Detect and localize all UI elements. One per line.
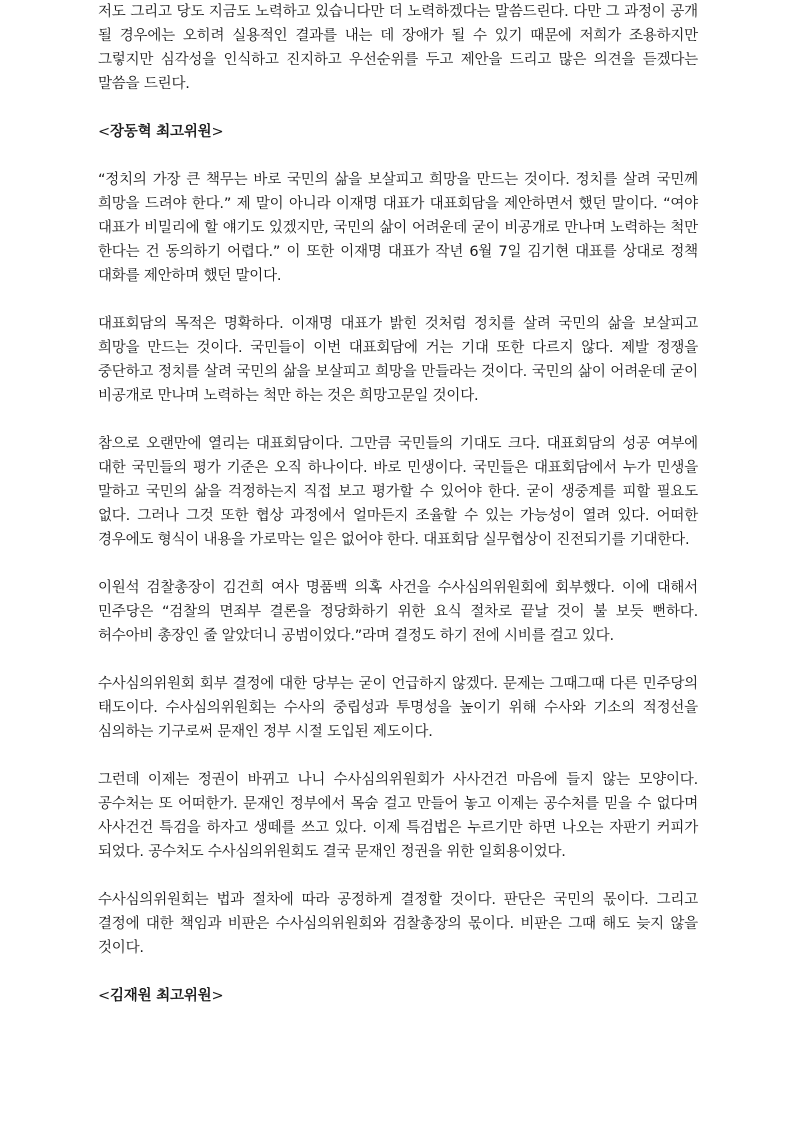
paragraph: 수사심의위원회 회부 결정에 대한 당부는 굳이 언급하지 않겠다. 문제는 그때그때 다른 민주당의 태도이다. 수사심의위원회는 수사의 중립성과 투명성을 높이기 위해 수사와 기소의 적정선을 심의하는 기구로써 문재인 정부 시절 도입된 제도이다. — [98, 676, 698, 740]
heading-open-bracket: < — [98, 988, 110, 1004]
speaker-heading-kim — [98, 984, 698, 1008]
speaker-name: 김재원 최고위원 — [109, 988, 212, 1004]
document-body — [98, 0, 698, 1032]
heading-open-bracket: < — [98, 124, 110, 140]
speaker-heading-jang — [98, 120, 698, 144]
paragraph: 대표회담의 목적은 명확하다. 이재명 대표가 밝힌 것처럼 정치를 살려 국민의 삶을 보살피고 희망을 만드는 것이다. 국민들이 이번 대표회담에 거는 기대 또한 다르지 않다. 제발 정쟁을 중단하고 정치를 살려 국민의 삶을 보살피고 희망을 만들라는 것이다. 국민의 삶이 어려운데 굳이 비공개로 만나며 노력하는 척만 하는 것은 희망고문일 것이다. — [98, 316, 698, 404]
heading-close-bracket: > — [211, 988, 224, 1004]
speaker-name: 장동혁 최고위원 — [109, 124, 212, 140]
paragraph: 참으로 오랜만에 열리는 대표회담이다. 그만큼 국민들의 기대도 크다. 대표회담의 성공 여부에 대한 국민들의 평가 기준은 오직 하나이다. 바로 민생이다. 국민들은 대표회담에서 누가 민생을 말하고 국민의 삶을 걱정하는지 직접 보고 평가할 수 있어야 한다. 굳이 생중계를 피할 필요도 없다. 그러나 그것 또한 협상 과정에서 얼마든지 조율할 수 있는 가능성이 열려 있다. 어떠한 경우에도 형식이 내용을 가로막는 일은 없어야 한다. 대표회담 실무협상이 진전되기를 기대한다. — [98, 436, 698, 548]
paragraph: 이원석 검찰총장이 김건희 여사 명품백 의혹 사건을 수사심의위원회에 회부했다. 이에 대해서 민주당은 “검찰의 면죄부 결론을 정당화하기 위한 요식 절차로 끝날 것이 불 보듯 뻔하다. 허수아비 총장인 줄 알았더니 공범이었다.”라며 결정도 하기 전에 시비를 걸고 있다. — [98, 580, 698, 644]
paragraph-intro: 저도 그리고 당도 지금도 노력하고 있습니다만 더 노력하겠다는 말씀드린다. 다만 그 과정이 공개 될 경우에는 오히려 실용적인 결과를 내는 데 장애가 될 수 있기 때문에 저희가 조용하지만 그렇지만 심각성을 인식하고 진지하고 우선순위를 두고 제안을 드리고 많은 의견을 듣겠다는 말씀을 드린다. — [98, 4, 698, 92]
heading-close-bracket: > — [211, 124, 224, 140]
paragraph: “정치의 가장 큰 책무는 바로 국민의 삶을 보살피고 희망을 만드는 것이다. 정치를 살려 국민께 희망을 드려야 한다.” 제 말이 아니라 이재명 대표가 대표회담을 제안하면서 했던 말이다. “여야 대표가 비밀리에 할 얘기도 있겠지만, 국민의 삶이 어려운데 굳이 비공개로 만나며 노력하는 척만 한다는 건 동의하기 어렵다.” 이 또한 이재명 대표가 작년 6월 7일 김기현 대표를 상대로 정책 대화를 제안하며 했던 말이다. — [98, 172, 698, 284]
paragraph: 수사심의위원회는 법과 절차에 따라 공정하게 결정할 것이다. 판단은 국민의 몫이다. 그리고 결정에 대한 책임과 비판은 수사심의위원회와 검찰총장의 몫이다. 비판은 그때 해도 늦지 않을 것이다. — [98, 892, 698, 956]
paragraph: 그런데 이제는 정권이 바뀌고 나니 수사심의위원회가 사사건건 마음에 들지 않는 모양이다. 공수처는 또 어떠한가. 문재인 정부에서 목숨 걸고 만들어 놓고 이제는 공수처를 믿을 수 없다며 사사건건 특검을 하자고 생떼를 쓰고 있다. 이제 특검법은 누르기만 하면 나오는 자판기 커피가 되었다. 공수처도 수사심의위원회도 결국 문재인 정권을 위한 일회용이었다. — [98, 772, 698, 860]
